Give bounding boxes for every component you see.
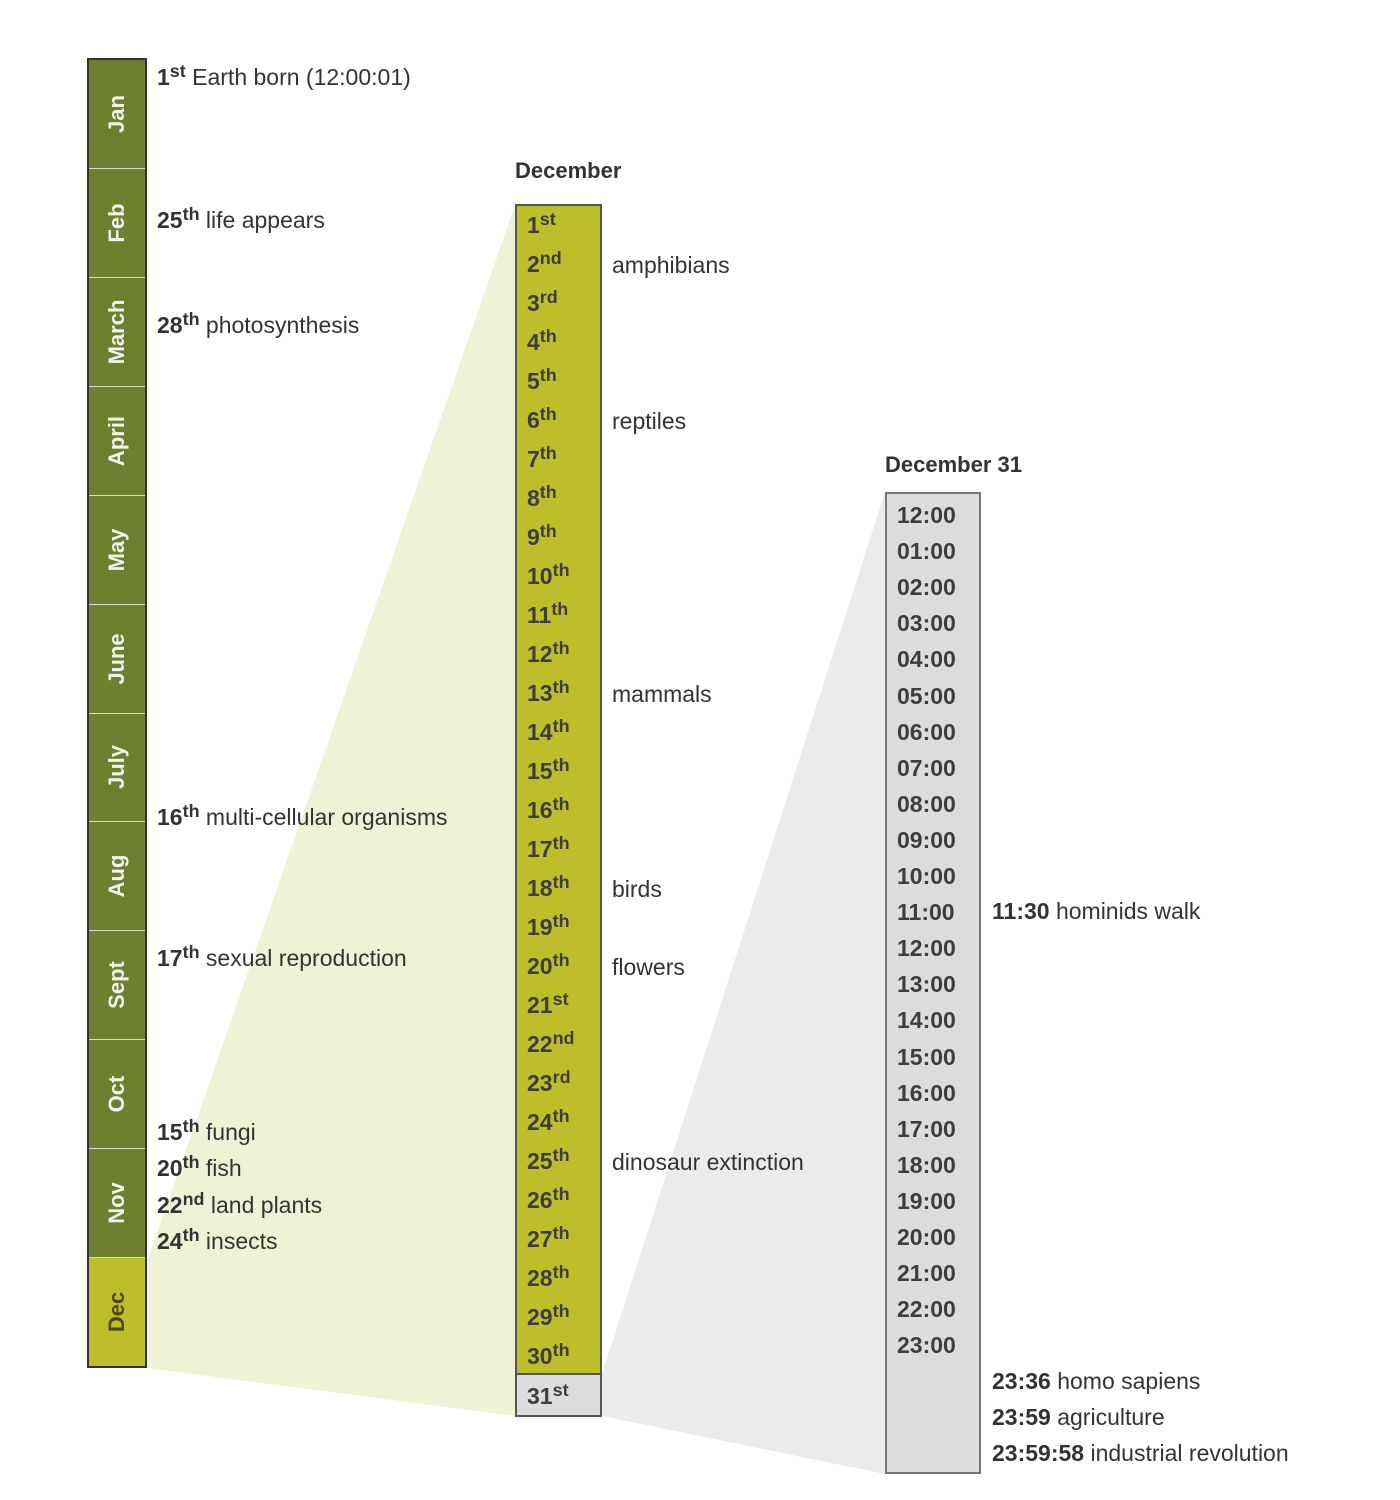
year-event-insects (157, 1224, 278, 1254)
hour-label: 08:00 (897, 791, 956, 817)
year-event-fungi (157, 1115, 256, 1145)
hour-label: 07:00 (897, 755, 956, 781)
day-label: 19th (527, 910, 570, 940)
hour-event-homo-sapiens: 23:36 homo sapiens (992, 1368, 1201, 1394)
hour-label: 01:00 (897, 538, 956, 564)
month-dec (89, 1258, 145, 1366)
day-label: 3rd (527, 286, 558, 316)
month-label: May (104, 528, 129, 572)
event-date: 22nd (157, 1188, 205, 1218)
hour-label: 04:00 (897, 646, 956, 672)
year-event-multicellular (157, 800, 448, 830)
month-april (89, 387, 145, 496)
hour-label: 17:00 (897, 1116, 956, 1142)
hour-label: 15:00 (897, 1044, 956, 1070)
day-label: 14th (527, 715, 570, 745)
event-text: Earth born (12:00:01) (192, 64, 411, 90)
day-label: 4th (527, 325, 557, 355)
event-text: photosynthesis (205, 312, 360, 338)
day-label: 6th (527, 403, 557, 433)
hour-label: 09:00 (897, 827, 956, 853)
event-date: 16th (157, 800, 200, 830)
day-label: 11th (527, 598, 569, 628)
day-31-cell (517, 1373, 600, 1415)
event-date: 20th (157, 1151, 200, 1181)
event-date: 1st (157, 60, 186, 90)
month-feb (89, 169, 145, 278)
hour-label: 19:00 (897, 1188, 956, 1214)
hour-label: 06:00 (897, 719, 956, 745)
day-label: 30th (527, 1339, 570, 1369)
month-may (89, 496, 145, 605)
event-text: sexual reproduction (205, 945, 407, 971)
day-label: 18th (527, 871, 570, 901)
month-july (89, 714, 145, 823)
event-date: 15th (157, 1115, 200, 1145)
day-label: 29th (527, 1300, 570, 1330)
hour-label: 11:00 (897, 899, 955, 925)
hour-label: 16:00 (897, 1080, 956, 1106)
day-label: 13th (527, 676, 570, 706)
hour-label: 10:00 (897, 863, 956, 889)
year-event-photosynthesis (157, 308, 360, 338)
day-label: 28th (527, 1261, 570, 1291)
year-event-earth-born (157, 60, 411, 90)
month-label: Aug (104, 855, 129, 898)
day-label: 7th (527, 442, 557, 472)
month-label: Oct (104, 1075, 129, 1113)
day-label: 17th (527, 832, 570, 862)
event-text: fungi (205, 1119, 256, 1145)
december-event: flowers (612, 954, 685, 980)
day-31-label: 31st (527, 1379, 569, 1409)
month-label: July (104, 745, 129, 790)
december31-title: December 31 (885, 452, 1022, 477)
hour-label: 13:00 (897, 971, 956, 997)
december-day-bar (515, 204, 602, 1417)
event-date: 17th (157, 941, 200, 971)
day-label: 27th (527, 1222, 570, 1252)
event-text: multi-cellular organisms (205, 804, 448, 830)
hour-event-agriculture: 23:59 agriculture (992, 1404, 1165, 1430)
hour-label: 03:00 (897, 610, 956, 636)
hour-label: 12:00 (897, 935, 956, 961)
month-sept (89, 931, 145, 1040)
day-label: 5th (527, 364, 557, 394)
event-text: land plants (210, 1192, 323, 1218)
month-oct (89, 1040, 145, 1149)
hour-label: 21:00 (897, 1260, 956, 1286)
day-label: 25th (527, 1144, 570, 1174)
month-label: April (104, 415, 129, 466)
month-label: Sept (104, 961, 129, 1010)
month-june (89, 605, 145, 714)
event-date: 28th (157, 308, 200, 338)
hour-label: 18:00 (897, 1152, 956, 1178)
month-label: March (104, 299, 129, 365)
hour-label: 12:00 (897, 502, 956, 528)
hour-label: 14:00 (897, 1007, 956, 1033)
year-event-life-appears (157, 203, 325, 233)
month-label: Jan (104, 94, 129, 133)
event-text: life appears (205, 207, 325, 233)
december-event: mammals (612, 681, 712, 707)
day-label: 12th (527, 637, 570, 667)
day-label: 21st (527, 988, 569, 1018)
day-label: 9th (527, 520, 557, 550)
day-label: 2nd (527, 247, 562, 277)
december-event: reptiles (612, 408, 687, 434)
year-event-land-plants (157, 1188, 323, 1218)
december-event: dinosaur extinction (612, 1149, 804, 1175)
day-label: 15th (527, 754, 570, 784)
event-text: insects (205, 1228, 278, 1254)
hour-label: 20:00 (897, 1224, 956, 1250)
month-aug (89, 822, 145, 931)
event-date: 24th (157, 1224, 200, 1254)
day-label: 1st (527, 208, 556, 238)
event-text: fish (205, 1155, 242, 1181)
december-title: December (515, 158, 622, 183)
day-label: 23rd (527, 1066, 571, 1096)
hour-event-industrial-revolution: 23:59:58 industrial revolution (992, 1440, 1289, 1466)
month-march (89, 278, 145, 387)
month-label: Nov (104, 1182, 129, 1224)
december-event: birds (612, 876, 662, 902)
december31-zoom-funnel (602, 492, 885, 1474)
day-label: 16th (527, 793, 570, 823)
month-nov (89, 1149, 145, 1258)
hour-label: 23:00 (897, 1332, 956, 1358)
year-month-bar (87, 58, 147, 1368)
event-date: 25th (157, 203, 200, 233)
month-label: June (104, 632, 129, 685)
year-event-sexual-reproduction (157, 941, 407, 971)
december-event: amphibians (612, 252, 730, 278)
december31-hour-bar (885, 492, 981, 1474)
month-jan (89, 60, 145, 169)
day-label: 22nd (527, 1027, 575, 1057)
hour-label: 22:00 (897, 1296, 956, 1322)
hour-event-hominids: 11:30 hominids walk (992, 898, 1201, 924)
day-label: 26th (527, 1183, 570, 1213)
day-label: 8th (527, 481, 557, 511)
month-label: Dec (104, 1291, 129, 1333)
year-event-fish (157, 1151, 242, 1181)
day-label: 10th (527, 559, 570, 589)
month-label: Feb (104, 203, 129, 243)
day-label: 20th (527, 949, 570, 979)
hour-label: 02:00 (897, 574, 956, 600)
hour-label: 05:00 (897, 683, 956, 709)
day-label: 24th (527, 1105, 570, 1135)
